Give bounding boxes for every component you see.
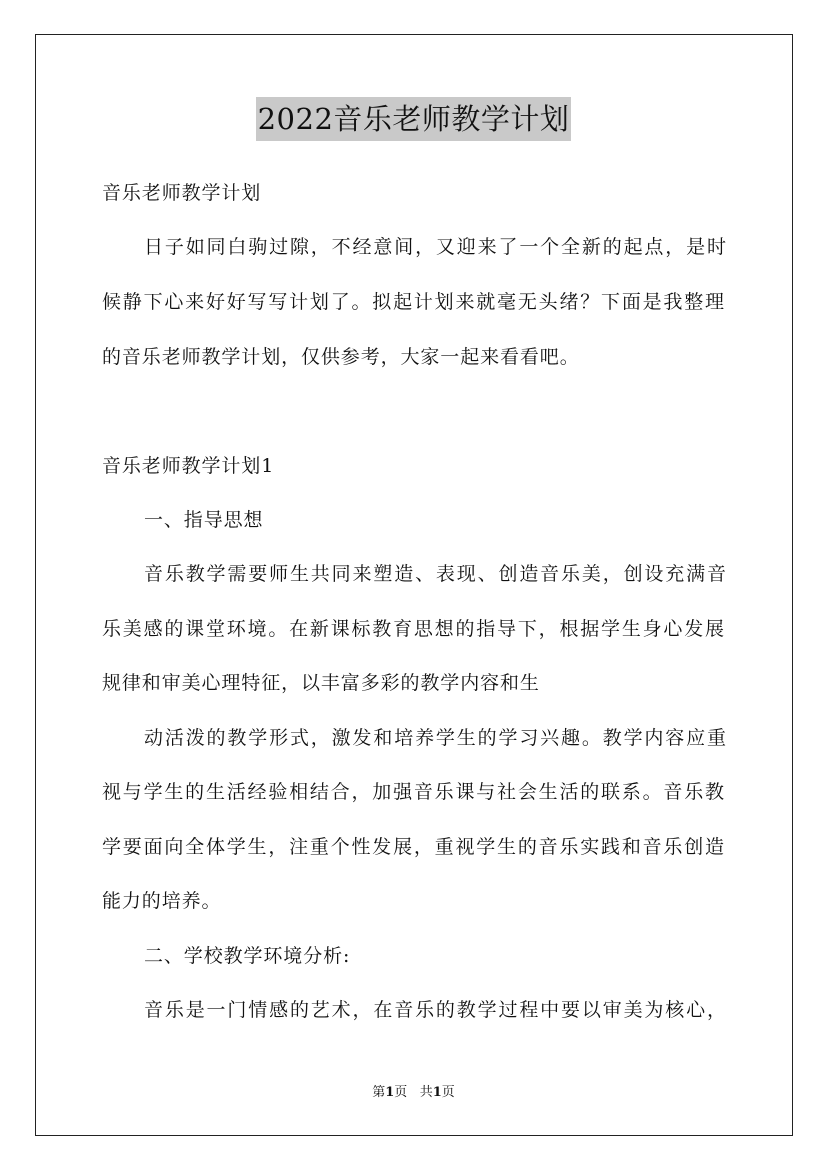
total-suffix: 页	[441, 1085, 455, 1100]
page-footer	[0, 1084, 827, 1102]
paragraph-2-line-1: 动活泼的教学形式，激发和培养学生的学习兴趣。教学内容应重	[144, 727, 726, 749]
subtitle: 音乐老师教学计划	[102, 182, 262, 204]
section-title: 音乐老师教学计划1	[102, 455, 275, 477]
title-container	[0, 97, 827, 141]
paragraph-2-line-2: 视与学生的生活经验相结合，加强音乐课与社会生活的联系。音乐教	[102, 781, 724, 803]
heading-school-environment: 二、学校教学环境分析:	[144, 945, 351, 967]
heading-guiding-ideology: 一、指导思想	[144, 509, 264, 531]
page-current-number: 1	[385, 1085, 395, 1100]
paragraph-1-line-1: 音乐教学需要师生共同来塑造、表现、创造音乐美，创设充满音	[144, 563, 726, 585]
intro-line-2: 候静下心来好好写写计划了。拟起计划来就毫无头绪？下面是我整理	[102, 291, 724, 313]
paragraph-3-line-1: 音乐是一门情感的艺术，在音乐的教学过程中要以审美为核心，	[144, 999, 726, 1021]
page-prefix: 第	[372, 1085, 386, 1100]
paragraph-1-line-3: 规律和审美心理特征，以丰富多彩的教学内容和生	[102, 672, 540, 694]
page-suffix: 页	[394, 1085, 408, 1100]
paragraph-2-line-3: 学要面向全体学生，注重个性发展，重视学生的音乐实践和音乐创造	[102, 836, 724, 858]
document-title: 2022音乐老师教学计划	[256, 97, 572, 141]
intro-line-3: 的音乐老师教学计划，仅供参考，大家一起来看看吧。	[102, 346, 580, 368]
page-total-number: 1	[432, 1085, 442, 1100]
paragraph-2-line-4: 能力的培养。	[102, 890, 222, 912]
paragraph-1-line-2: 乐美感的课堂环境。在新课标教育思想的指导下，根据学生身心发展	[102, 618, 724, 640]
total-prefix: 共	[419, 1085, 433, 1100]
intro-line-1: 日子如同白驹过隙，不经意间，又迎来了一个全新的起点，是时	[144, 236, 726, 258]
